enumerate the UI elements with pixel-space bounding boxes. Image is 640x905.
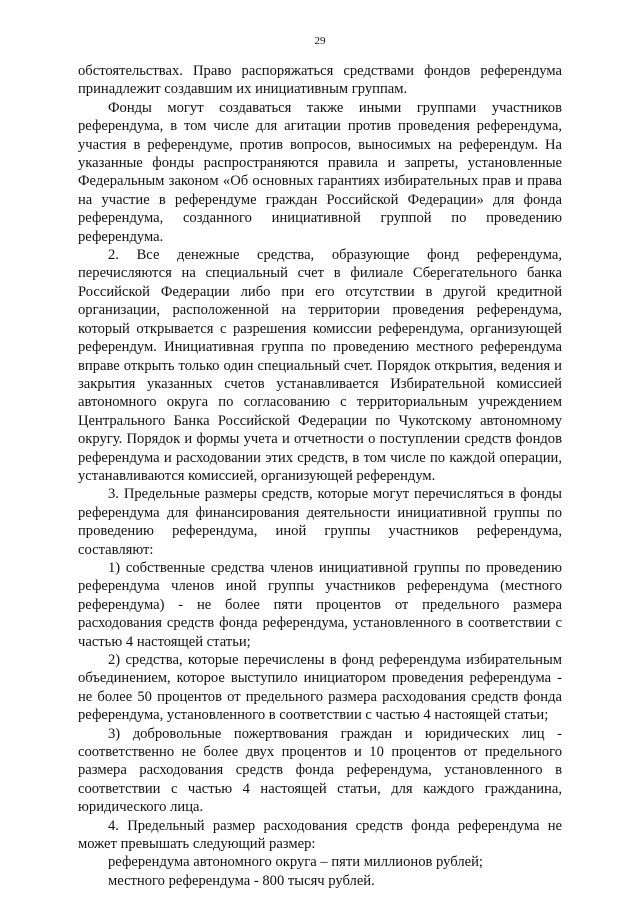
- paragraph-item-1: 1) собственные средства членов инициативной группы по проведению референдума членов иной группы участников референдума (местного референдума) - не более пяти процентов от предельного размера расходования средств фонда референдума, установленного в соответствии с частью 4 настоящей статьи;: [78, 559, 562, 650]
- paragraph-section-3: 3. Предельные размеры средств, которые могут перечисляться в фонды референдума для финансирования деятельности инициативной группы по проведению референдума, иной группы участников референдума, составляют:: [78, 486, 562, 558]
- paragraph-item-3: 3) добровольные пожертвования граждан и юридических лиц - соответственно не более двух процентов и 10 процентов от предельного размера расходования средств фонда референдума, установленного в соответствии с частью 4 настоящей статьи, для каждого гражданина, юридического лица.: [78, 725, 562, 816]
- paragraph-limit-okrug: референдума автономного округа – пяти миллионов рублей;: [108, 854, 483, 871]
- paragraph-section-4: 4. Предельный размер расходования средств фонда референдума не может превышать следующий размер:: [78, 817, 562, 853]
- paragraph-continuation: обстоятельствах. Право распоряжаться средствами фондов референдума принадлежит создавшим их инициативным группам.: [78, 63, 562, 98]
- document-body: [78, 62, 562, 890]
- page-number: 29: [314, 35, 326, 47]
- paragraph-limit-local: местного референдума - 800 тысяч рублей.: [108, 872, 375, 889]
- paragraph-section-2: 2. Все денежные средства, образующие фонд референдума, перечисляются на специальный счет в филиале Сберегательного банка Российской Федерации либо при его отсутствии в другой кредитной организации, расположенной на территории проведения референдума, который открывается с разрешения комиссии референдума, организующей референдум. Инициативная группа по проведению местного референдума вправе открыть только один специальный счет. Порядок открытия, ведения и закрытия указанных счетов устанавливается Избирательной комиссией автономного округа по согласованию с территориальным учреждением Центрального Банка Российской Федерации по Чукотскому автономному округу. Порядок и формы учета и отчетности о поступлении средств фондов референдума и расходовании этих средств, в том числе по каждой операции, устанавливаются комиссией, организующей референдум.: [78, 247, 562, 484]
- paragraph-other-groups-funds: Фонды могут создаваться также иными группами участников референдума, в том числе для агитации против проведения референдума, участия в референдуме, против вопросов, выносимых на референдум. На указанные фонды распространяются правила и запреты, установленные Федеральным законом «Об основных гарантиях избирательных прав и права на участие в референдуме граждан Российской Федерации» для фонда референдума, созданного инициативной группой по проведению референдума.: [78, 99, 562, 245]
- paragraph-item-2: 2) средства, которые перечислены в фонд референдума избирательным объединением, которое выступило инициатором проведения референдума - не более 50 процентов от предельного размера расходования средств фонда референдума, установленного в соответствии с частью 4 настоящей статьи;: [78, 652, 562, 724]
